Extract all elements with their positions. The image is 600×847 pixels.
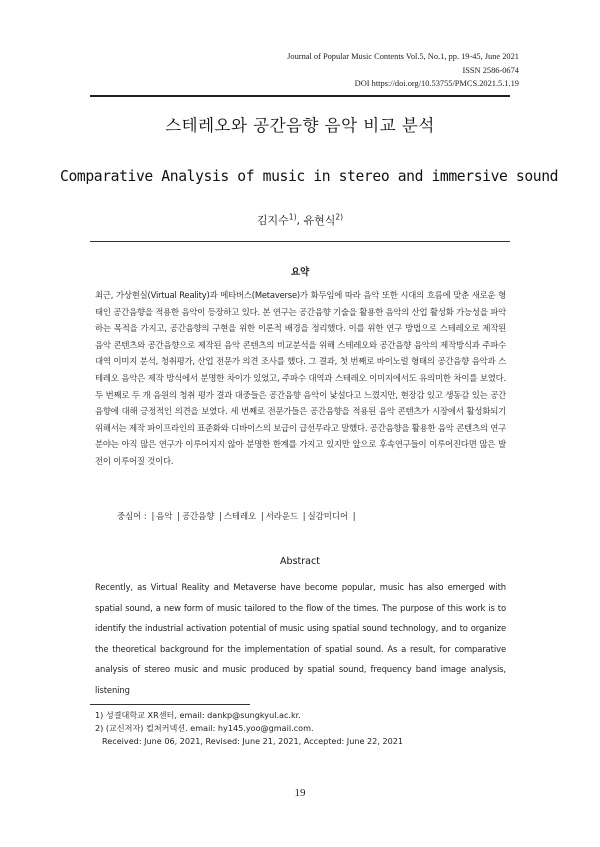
author-line: [90, 212, 510, 228]
page-number: 19: [294, 787, 306, 799]
author-1-name: 김지수: [256, 214, 289, 227]
author-1-footnote-mark: 1): [288, 212, 297, 222]
top-rule: [90, 95, 510, 97]
korean-abstract-body: 최근, 가상현실(Virtual Reality)과 메타버스(Metaverse)가 화두임에 따라 음악 또한 시대의 흐름에 맞춘 새로운 형태인 공간음향을 적용한 음악이 등장하고 있다. 본 연구는 공간음향 기술을 활용한 음악의 산업 활성화 가능성을 파악하는 목적을 가지고, 공간음향의 구현을 위한 이론적 배경을 정리했다. 이를 위한 연구 방법으로 스테레오로 제작된 음악 콘텐츠와 공간음향으로 제작된 음악 콘텐츠의 비교분석을 위해 스테레오와 공간음향 음악의 제작방식과 주파수 대역 이미지 분석, 청취평가, 산업 전문가 의견 조사를 했다. 그 결과, 첫 번째로 바이노럴 형태의 공간음향 음악과 스테레오 음악은 제작 방식에서 분명한 차이가 있었고, 주파수 대역과 스테레오 이미지에서도 유의미한 차이를 보였다. 두 번째로 두 개 음원의 청취 평가 결과 대중들은 공간음향 음악이 낯설다고 느꼈지만, 현장감 있고 생동감 있는 공간음향에 대해 긍정적인 의견을 보였다. 세 번째로 전문가들은 공간음향을 적용된 음악 콘텐츠가 시장에서 활성화되기 위해서는 제작 파이프라인의 표준화와 디바이스의 보급이 급선무라고 말했다. 공간음향을 활용한 음악 콘텐츠의 연구분야는 아직 많은 연구가 이루어지지 않아 분명한 한계를 가지고 있지만 앞으로 후속연구들이 이루어진다면 많은 발전이 이루어질 것이다.: [95, 290, 506, 466]
journal-header: [287, 50, 519, 91]
author-2-footnote-mark: 2): [335, 212, 344, 222]
english-title: Comparative Analysis of music in stereo and immersive sound: [60, 168, 559, 185]
keyword: 스테레오: [223, 511, 257, 521]
received-dates: Received: June 06, 2021, Revised: June 21, 2021, Accepted: June 22, 2021: [102, 736, 404, 746]
journal-issn: ISSN 2586-0674: [462, 65, 519, 75]
keyword: 공간음향: [181, 511, 215, 521]
footnotes: [95, 709, 403, 748]
footnote-2: 2) (교신저자) 컬쳐커넥션. email: hy145.yoo@gmail.com.: [95, 723, 314, 733]
footnote-1: 1) 성결대학교 XR센터, email: dankp@sungkyul.ac.kr.: [95, 710, 301, 720]
keywords-line: 중심어 : | 음악 | 공간음향 | 스테레오 | 서라운드 | 실감미디어 |: [117, 511, 356, 521]
author-separator: ,: [296, 214, 300, 227]
korean-title: 스테레오와 공간음향 음악 비교 분석: [165, 116, 435, 135]
english-abstract-body: Recently, as Virtual Reality and Metaverse have become popular, music has also emerged with spatial sound, a new form of music tailored to the flow of the times. The purpose of this work is to identify the industrial activation potential of music using spatial sound technology, and to organize the theoretical background for the implementation of spatial sound. As a result, for comparative analysis of stereo music and music produced by spatial sound, frequency band image analysis, listening: [95, 582, 506, 695]
author-2-name: 유현식: [303, 214, 336, 227]
keyword: 음악: [156, 511, 173, 521]
keyword: 서라운드: [265, 511, 299, 521]
korean-abstract-heading: 요약: [290, 267, 310, 278]
journal-doi: DOI https://doi.org/10.53755/PMCS.2021.5.1.19: [354, 79, 519, 88]
keyword: 실감미디어: [307, 511, 349, 521]
journal-citation: Journal of Popular Music Contents Vol.5, No.1, pp. 19-45, June 2021: [287, 52, 519, 61]
keywords-label: 중심어 :: [117, 511, 147, 521]
title-rule: [90, 241, 510, 242]
footnote-rule: [90, 704, 250, 705]
english-abstract-heading: Abstract: [280, 556, 320, 567]
